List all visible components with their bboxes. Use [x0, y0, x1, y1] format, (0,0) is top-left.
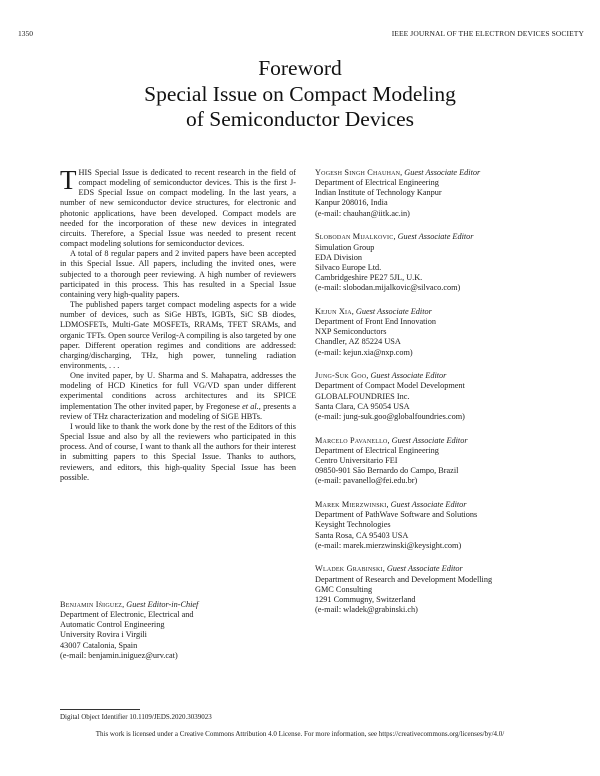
editor-block-pavanello [315, 436, 555, 487]
article-title [0, 56, 600, 133]
editor-role: Guest Associate Editor [370, 371, 447, 381]
editor-block-chauhan [315, 168, 555, 219]
affiliation-line: Centro Universitario FEI [315, 455, 398, 465]
affiliation-line: Chandler, AZ 85224 USA [315, 337, 401, 347]
affiliation-line: Department of Electrical Engineering [315, 445, 439, 455]
paragraph-4 [60, 371, 296, 422]
license-notice: This work is licensed under a Creative Commons Attribution 4.0 License. For more information, see https://creativecommons.org/licenses/by/4.0/ [95, 730, 505, 738]
editor-name: Marcelo Pavanello [315, 435, 388, 445]
affiliation-line: GLOBALFOUNDRIES Inc. [315, 391, 410, 401]
editor-role: Guest Associate Editor [355, 306, 432, 316]
affiliation-line: Department of Electronic, Electrical and [60, 610, 194, 620]
affiliation-line: Department of Research and Development Modelling [315, 574, 493, 584]
editor-role: Guest Associate Editor [390, 500, 467, 510]
paragraph-3: The published papers target compact modeling aspects for a wide number of devices, such as SiGe HBTs, IGBTs, SiC SB diodes, LDMOSFETs, Multi-Gate MOSFETs, RRAMs, TFET SRAMs, and organic TFTs. Open source Verilog-A compiling is also targeted by one paper. Different operation regimes and conditions are addressed: charging/discharging, THz, high power, tunneling radiation environments, . . . [60, 300, 296, 370]
title-line-3: of Semiconductor Devices [185, 107, 415, 131]
editor-header: Kejun Xia, Guest Associate Editor [315, 306, 432, 316]
editor-name: Slobodan Mijalkovic [315, 232, 394, 242]
editors-column-right [315, 168, 555, 629]
editor-block-xia [315, 307, 555, 358]
editor-block-mierzwinski [315, 500, 555, 551]
affiliation-line: 43007 Catalonia, Spain [60, 640, 138, 650]
affiliation-line: Keysight Technologies [315, 520, 391, 530]
editor-header: Jung-Suk Goo, Guest Associate Editor [315, 371, 447, 381]
email-line: (e-mail: chauhan@iitk.ac.in) [315, 208, 410, 218]
editor-role: Guest Associate Editor [386, 564, 463, 574]
paragraph-4-etal: et al. [242, 401, 259, 411]
affiliation-line: 09850-901 São Bernardo do Campo, Brazil [315, 466, 459, 476]
editor-block-mijalkovic [315, 232, 555, 293]
doi-footnote: Digital Object Identifier 10.1109/JEDS.2020.3039023 [60, 713, 212, 721]
paragraph-4-text-a: One invited paper, by U. Sharma and S. Mahapatra, addresses the modeling of HCD Kinetics for full VG/VD span under different experimental conditions across architectures and its SPICE implementation The other invited paper, by Fregonese [60, 371, 296, 411]
email-line: (e-mail: jung-suk.goo@globalfoundries.com) [315, 411, 465, 421]
editor-in-chief-role: Guest Editor-in-Chief [126, 600, 199, 609]
editor-role: Guest Associate Editor [391, 435, 468, 445]
journal-name: IEEE JOURNAL OF THE ELECTRON DEVICES SOCIETY [391, 29, 584, 38]
paragraph-5: I would like to thank the work done by the rest of the Editors of this Special Issue and also by all the reviewers who participated in this process. And of course, I want to thank all the authors for their interest in submitting papers to this Special Issue. Thanks to authors, reviewers, and editors, this high-quality Special Issue has been possible. [60, 421, 296, 482]
affiliation-line: Santa Clara, CA 95054 USA [315, 401, 410, 411]
email-line: (e-mail: pavanello@fei.edu.br) [315, 476, 418, 486]
editor-name: Yogesh Singh Chauhan [315, 168, 401, 177]
editor-in-chief-header: Benjamin Iñiguez, Guest Editor-in-Chief [60, 600, 199, 609]
editor-header: Marcelo Pavanello, Guest Associate Editor [315, 435, 468, 445]
editor-role: Guest Associate Editor [397, 232, 474, 242]
email-line: (e-mail: wladek@grabinski.ch) [315, 605, 418, 615]
paragraph-2: A total of 8 regular papers and 2 invited papers have been accepted in this Special Issue. All papers, including the invited ones, were subjected to a thorough peer reviewing. A high number of reviewers participated in this process. This has resulted in a Special Issue containing very high-quality papers. [60, 249, 296, 299]
affiliation-line: Department of Front End Innovation [315, 317, 436, 327]
page-number: 1350 [18, 29, 33, 38]
affiliation-line: 1291 Commugny, Switzerland [315, 594, 416, 604]
editor-header: Wladek Grabinski, Guest Associate Editor [315, 564, 463, 574]
affiliation-line: Automatic Control Engineering [60, 620, 165, 630]
email-line: (e-mail: marek.mierzwinski@keysight.com) [315, 540, 462, 550]
editor-header: Slobodan Mijalkovic, Guest Associate Editor [315, 232, 474, 242]
affiliation-line: Department of Electrical Engineering [315, 178, 439, 188]
title-line-1: Foreword [258, 56, 342, 80]
affiliation-line: Kanpur 208016, India [315, 198, 388, 208]
email-line: (e-mail: slobodan.mijalkovic@silvaco.com) [315, 283, 461, 293]
title-line-2: Special Issue on Compact Modeling [144, 81, 456, 106]
paragraph-1-text: HIS Special Issue is dedicated to recent research in the field of compact modeling of semiconductor devices. This is the first J-EDS Special Issue on compact modeling. In the last years, a number of new semiconductor device structures, for electronic and photonic applications, have been developed. Compact models are needed for the incorporation of these new devices in integrated circuits. Therefore, a Special Issue was needed to present recent compact modeling solutions for semiconductor devices. [60, 168, 296, 249]
paragraph-4-text-b: , presents a review of THz characterization and modeling of SiGE HBTs. [60, 401, 297, 421]
affiliation-line: University Rovira i Virgili [60, 630, 147, 640]
editor-header: Marek Mierzwinski, Guest Associate Editor [315, 500, 467, 510]
affiliation-line: NXP Semiconductors [315, 327, 387, 337]
affiliation-line: Simulation Group [315, 242, 375, 252]
affiliation-line: EDA Division [315, 252, 362, 262]
affiliation-line: Department of PathWave Software and Solutions [315, 510, 478, 520]
affiliation-line: Indian Institute of Technology Kanpur [315, 188, 442, 198]
body-column-left [60, 165, 297, 483]
affiliation-line: Cambridgeshire PE27 5JL, U.K. [315, 273, 423, 282]
drop-cap: T [60, 165, 77, 195]
editor-role: Guest Associate Editor [404, 168, 481, 177]
paragraph-1 [60, 165, 296, 249]
editor-name: Marek Mierzwinski [315, 500, 387, 510]
affiliation-line: Silvaco Europe Ltd. [315, 262, 382, 272]
editor-block-goo [315, 371, 555, 422]
editor-block-grabinski [315, 564, 555, 615]
affiliation-line: Department of Compact Model Development [315, 381, 465, 391]
footnote-divider [60, 709, 140, 710]
editor-name: Jung-Suk Goo [315, 371, 367, 381]
editor-name: Kejun Xia [315, 306, 352, 316]
email-line: (e-mail: kejun.xia@nxp.com) [315, 347, 413, 357]
editor-in-chief-name: Benjamin Iñiguez [60, 600, 123, 609]
editor-in-chief-block [60, 600, 296, 661]
affiliation-line: Santa Rosa, CA 95403 USA [315, 530, 409, 540]
editor-name: Wladek Grabinski [315, 564, 383, 574]
affiliation-line: GMC Consulting [315, 584, 373, 594]
email-line: (e-mail: benjamin.iniguez@urv.cat) [60, 650, 178, 660]
editor-header: Yogesh Singh Chauhan, Guest Associate Editor [315, 168, 481, 177]
